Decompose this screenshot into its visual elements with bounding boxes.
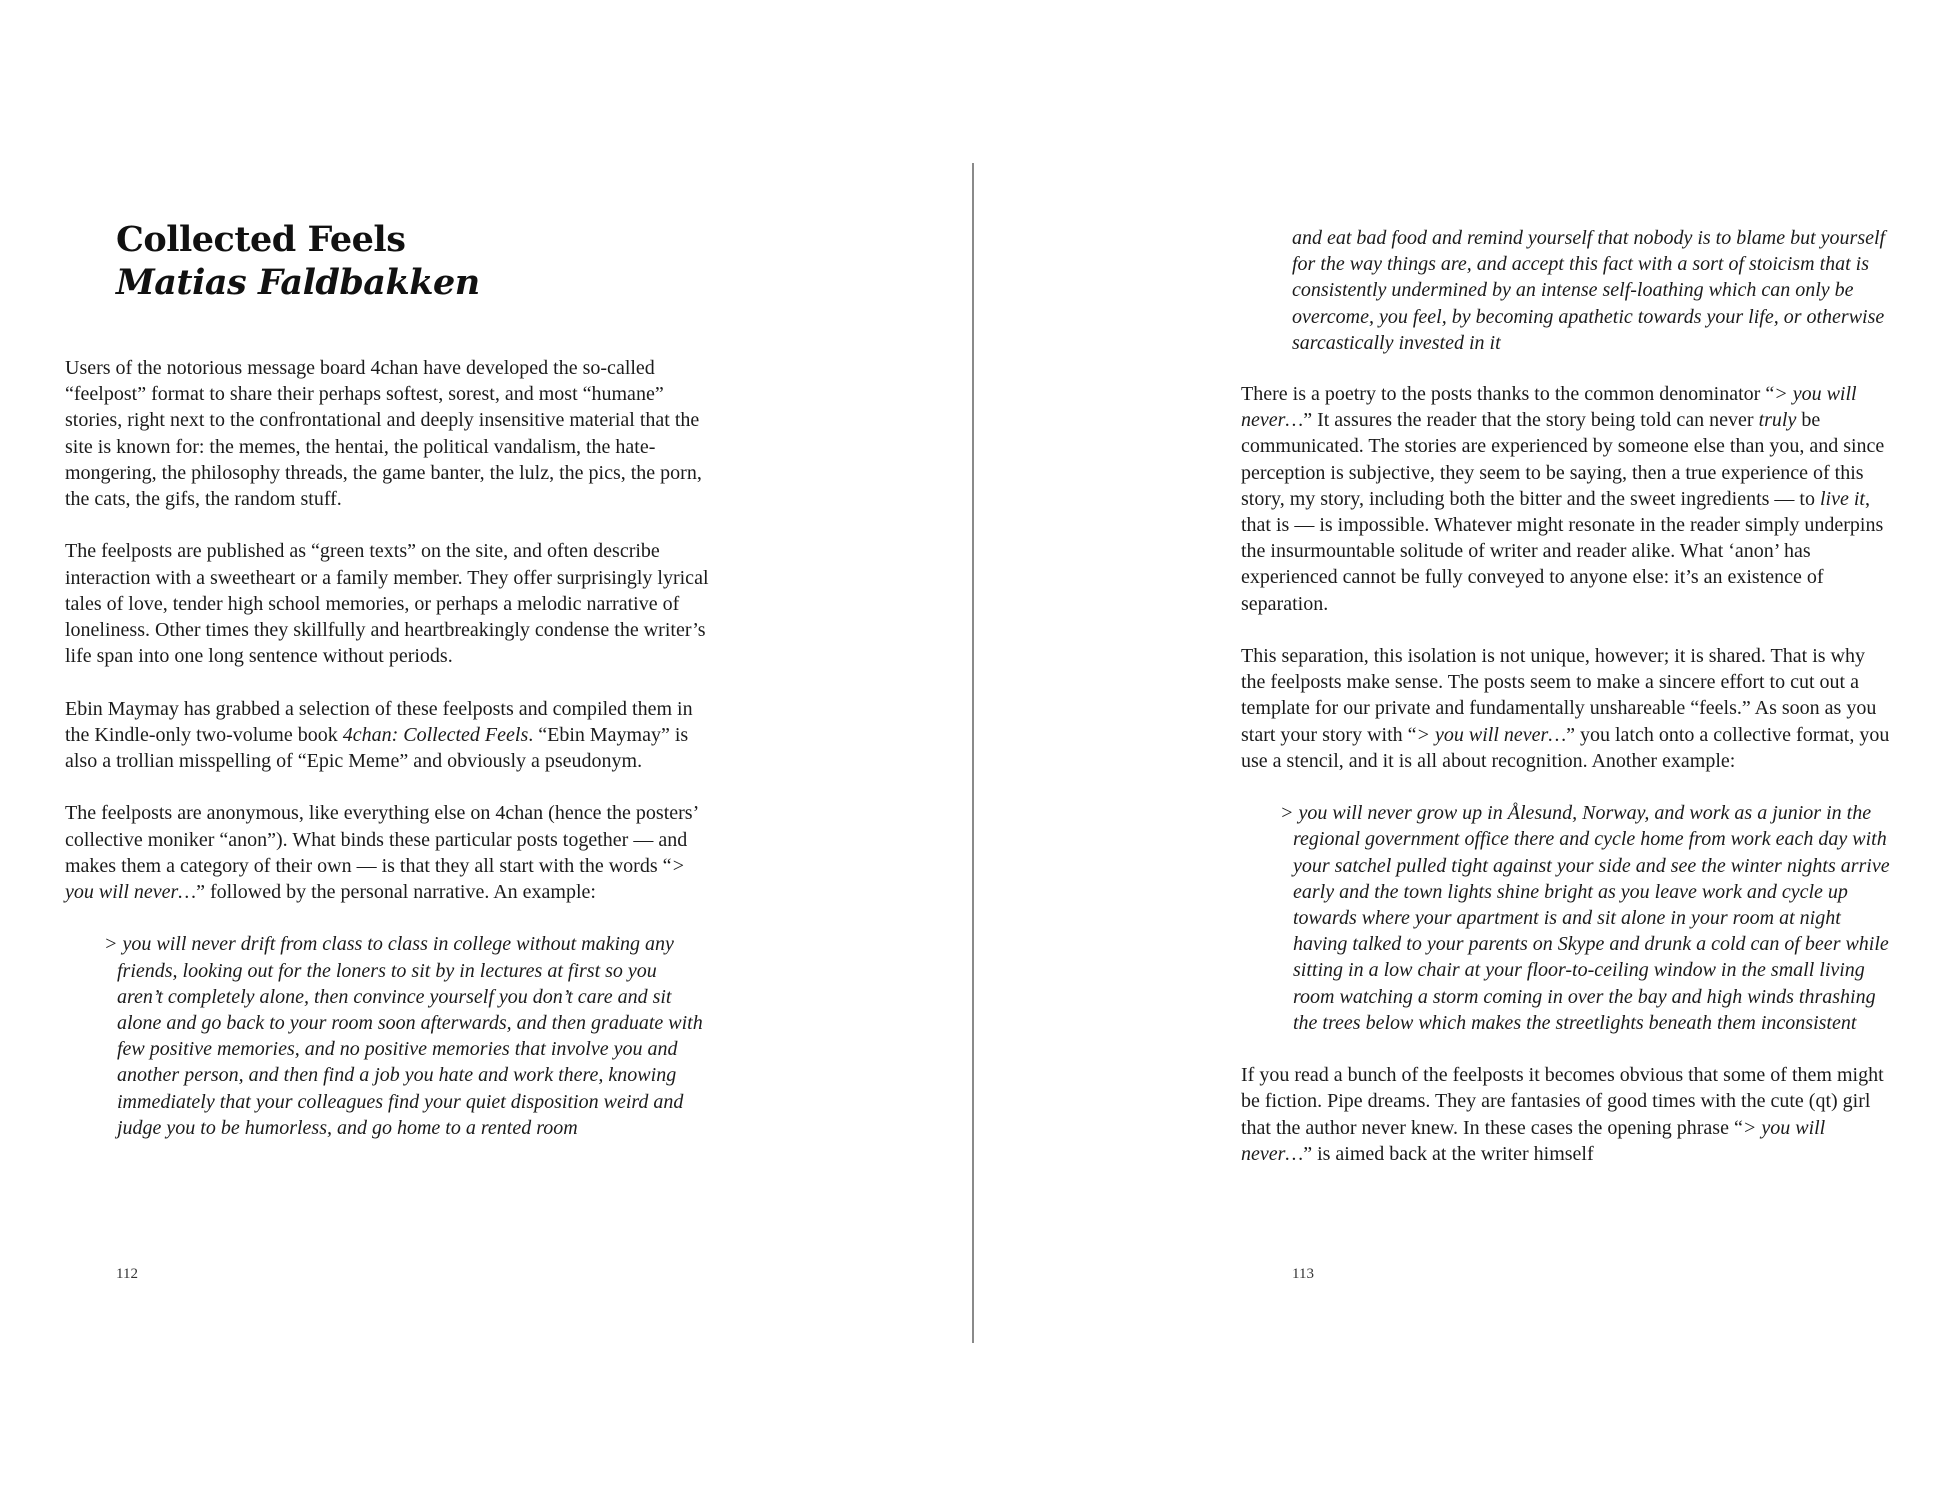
text-run: ” It assures the reader that the story being told can never <box>1303 409 1759 432</box>
block-quote-continued: and eat bad food and remind yourself that nobody is to blame but yourself for the way things are, and accept this fact with a sort of stoicism that is consistently undermined by an intense self-loathing which can only be overcome, you feel, by becoming apathetic towards your life, or otherwise sarcastically invested in it <box>1292 227 1886 354</box>
text-run: ” followed by the personal narrative. An example: <box>196 881 596 904</box>
text-run: be communicated. The stories are experienced by someone else than you, and since perception is subjective, they seem to be saying, then a true experience of this story, my story, including both the bitter and the sweet ingredients — to <box>1241 409 1885 510</box>
emphasis: truly <box>1758 409 1797 432</box>
paragraph <box>1241 643 1891 774</box>
page-number: 112 <box>116 1266 138 1282</box>
text-run: If you read a bunch of the feelposts it becomes obvious that some of them might be fiction. Pipe dreams. They are fantasies of good times with the cute (qt) girl that the author never knew. In these cases the opening phrase “ <box>1241 1064 1884 1139</box>
text-run: Ebin Maymay has grabbed a selection of these feelposts and compiled them in the Kindle-only two-volume book <box>65 697 693 746</box>
paragraph <box>1241 1062 1891 1167</box>
text-run: The feelposts are anonymous, like everything else on 4chan (hence the posters’ collective moniker “anon”). What binds these particular posts together — and makes them a category of their own — is that they all start with the words “ <box>65 802 698 877</box>
left-body-text <box>65 355 715 1167</box>
phrase-you-will-never: > you will never… <box>65 854 686 904</box>
block-quote: > you will never grow up in Ålesund, Norway, and work as a junior in the regional government office there and cycle home from work each day with your satchel pulled tight against your side and see the winter nights arrive early and the town lights shine bright as you leave work and cycle up towards where your apartment is and sit alone in your room at night having talked to your parents on Skype and drunk a cold can of beer while sitting in a low chair at your floor-to-ceiling window in the small living room watching a storm coming in over the bay and high winds thrashing the trees below which makes the streetlights beneath them inconsistent <box>1280 802 1890 1034</box>
author-name: Matias Faldbakken <box>116 262 480 303</box>
text-run: , that is — is impossible. Whatever might resonate in the reader simply underpins the insurmountable solitude of writer and reader alike. What ‘anon’ has experienced cannot be fully conveyed to anyone else: it’s an existence of separation. <box>1241 487 1884 615</box>
block-quote: > you will never drift from class to class in college without making any friends, looking out for the loners to sit by in lectures at first so you aren’t completely alone, then convince yourself you don’t care and sit alone and go back to your room soon afterwards, and then graduate with few positive memories, and no positive memories that involve you and another person, and then find a job you hate and work there, knowing immediately that your colleagues find your quiet disposition weird and judge you to be humorless, and go home to a rented room <box>104 933 703 1139</box>
text-run: ” is aimed back at the writer himself <box>1303 1142 1594 1165</box>
phrase-you-will-never: > you will never… <box>1241 1116 1826 1165</box>
phrase-you-will-never: > you will never… <box>1416 723 1567 746</box>
paragraph: The feelposts are published as “green texts” on the site, and often describe interaction with a sweetheart or a family member. They offer surprisingly lyrical tales of love, tender high school memories, or perhaps a melodic narrative of loneliness. Other times they skillfully and heartbreakingly condense the writer’s life span into one long sentence without periods. <box>65 540 709 668</box>
text-run: This separation, this isolation is not unique, however; it is shared. That is why the feelposts make sense. The posts seem to make a sincere effort to cut out a template for our private and fundamentally unshareable “feels.” As soon as you start your story with “ <box>1241 645 1877 746</box>
title-block <box>116 218 816 304</box>
text-run: ” you latch onto a collective format, you use a stencil, and it is all about recognition. Another example: <box>1241 723 1890 772</box>
page-number: 113 <box>1292 1266 1314 1282</box>
paragraph <box>65 800 715 905</box>
phrase-you-will-never: > you will never… <box>1241 383 1857 432</box>
book-title: 4chan: Collected Feels <box>342 723 529 746</box>
emphasis: live it <box>1819 487 1865 510</box>
text-run: . “Ebin Maymay” is also a trollian misspelling of “Epic Meme” and obviously a pseudonym. <box>65 723 689 773</box>
paragraph <box>65 696 715 775</box>
paragraph: Users of the notorious message board 4chan have developed the so-called “feelpost” format to share their perhaps softest, sorest, and most “humane” stories, right next to the confrontational and deeply insensitive material that the site is known for: the memes, the hentai, the political vandalism, the hate-mongering, the philosophy threads, the game banter, the lulz, the pics, the porn, the cats, the gifs, the random stuff. <box>65 357 702 511</box>
essay-title: Collected Feels <box>116 219 406 260</box>
text-run: There is a poetry to the posts thanks to the common denominator “ <box>1241 383 1775 405</box>
paragraph <box>1241 381 1891 617</box>
right-body-text <box>1241 381 1891 1193</box>
